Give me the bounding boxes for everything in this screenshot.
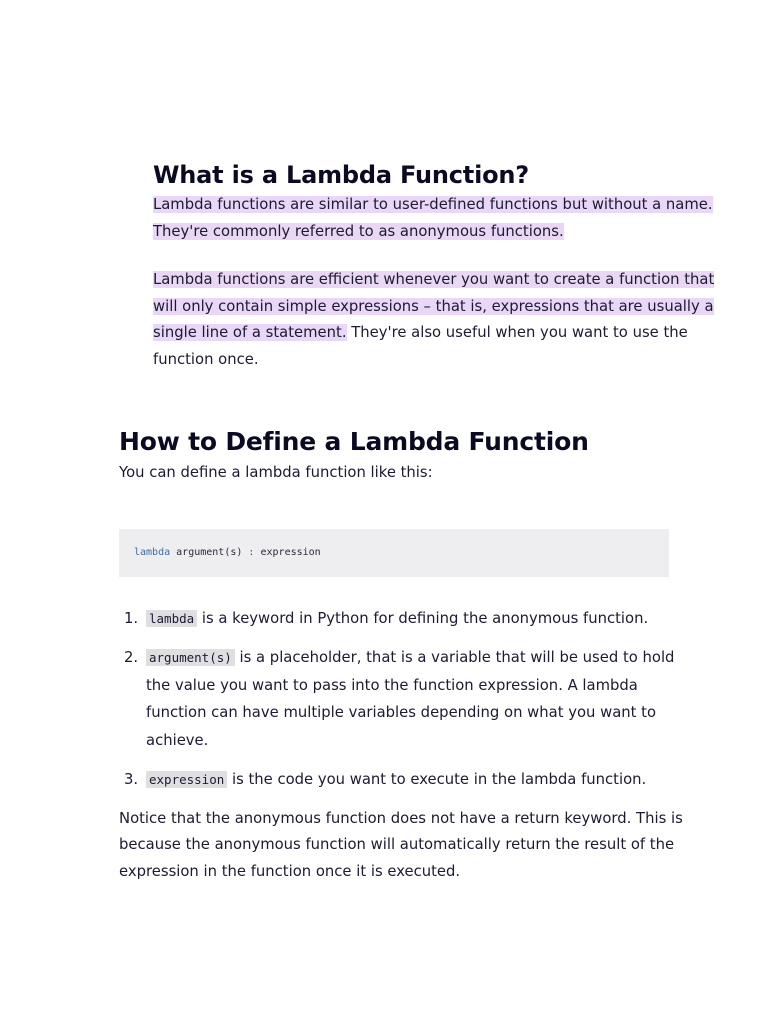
code-keyword: lambda [134,546,171,558]
list-item [119,605,689,633]
list-item-text: is a placeholder, that is a variable that will be used to hold the value you want to pass into the function expression. A lambda function can have multiple variables depending on what you want to achieve. [146,649,675,749]
inline-code: argument(s) [146,649,235,666]
highlighted-text: Lambda functions are efficient whenever you want to create a function that will only contain simple expressions – that is, expressions that are usually a single line of a statement. [153,271,715,341]
paragraph-notice: Notice that the anonymous function does not have a return keyword. This is because the anonymous function will automatically return the result of the expression in the function once it is executed. [119,809,683,880]
code-block [119,529,669,577]
highlighted-text: They're commonly referred to as anonymous functions. [153,222,564,240]
define-lambda-section [119,424,689,885]
section-heading-what-is-lambda: What is a Lambda Function? [153,161,529,189]
code-colon: : [248,546,255,558]
paragraph-text: They're also useful when you want to use the function once. [153,324,688,368]
paragraph-lambda-intro [153,192,723,245]
highlighted-text: Lambda functions are similar to user-defined functions but without a name. [153,196,713,213]
section-heading-how-to-define: How to Define a Lambda Function [119,427,589,456]
lambda-definition-section [153,158,723,373]
list-item-text: is a keyword in Python for defining the anonymous function. [197,609,649,627]
code-expression: expression [260,546,321,558]
paragraph-lambda-efficiency [153,267,723,373]
list-number: 3. [124,771,139,788]
list-number: 2. [124,649,139,666]
list-number: 1. [124,609,139,627]
list-item [119,766,689,794]
paragraph-define-intro: You can define a lambda function like this: [119,464,433,481]
list-item [119,644,689,754]
code-args: argument(s) [176,546,243,558]
steps-list [119,605,689,794]
inline-code: expression [146,771,227,788]
list-item-text: is the code you want to execute in the lambda function. [227,771,647,788]
inline-code: lambda [146,610,197,627]
